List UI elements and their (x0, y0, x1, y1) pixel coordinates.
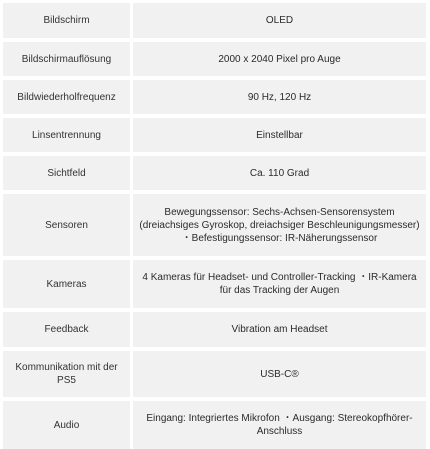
spec-value-ps5-connection: USB-C® (133, 351, 426, 397)
spec-label-field-of-view: Sichtfeld (3, 156, 130, 190)
spec-label-resolution: Bildschirmauflösung (3, 42, 130, 76)
spec-value-lens-separation: Einstellbar (133, 118, 426, 152)
spec-label-lens-separation: Linsentrennung (3, 118, 130, 152)
spec-label-display: Bildschirm (3, 3, 130, 38)
spec-label-sensors: Sensoren (3, 194, 130, 256)
spec-label-refresh-rate: Bildwiederholfrequenz (3, 80, 130, 114)
spec-label-feedback: Feedback (3, 312, 130, 347)
spec-value-resolution: 2000 x 2040 Pixel pro Auge (133, 42, 426, 76)
spec-value-feedback: Vibration am Headset (133, 312, 426, 347)
spec-value-audio: Eingang: Integriertes Mikrofon ・Ausgang: Stereokopfhörer- Anschluss (133, 401, 426, 449)
spec-label-cameras: Kameras (3, 260, 130, 308)
spec-value-refresh-rate: 90 Hz, 120 Hz (133, 80, 426, 114)
spec-label-ps5-connection: Kommunikation mit der PS5 (3, 351, 130, 397)
spec-value-field-of-view: Ca. 110 Grad (133, 156, 426, 190)
spec-value-cameras: 4 Kameras für Headset- und Controller-Tracking ・IR-Kamera für das Tracking der Augen (133, 260, 426, 308)
spec-value-display: OLED (133, 3, 426, 38)
spec-value-sensors: Bewegungssensor: Sechs-Achsen-Sensorensystem (dreiachsiges Gyroskop, dreiachsiger Beschleunigungsmesser) ・Befestigungssensor: IR-Näherungssensor (133, 194, 426, 256)
spec-table (3, 3, 426, 449)
spec-label-audio: Audio (3, 401, 130, 449)
